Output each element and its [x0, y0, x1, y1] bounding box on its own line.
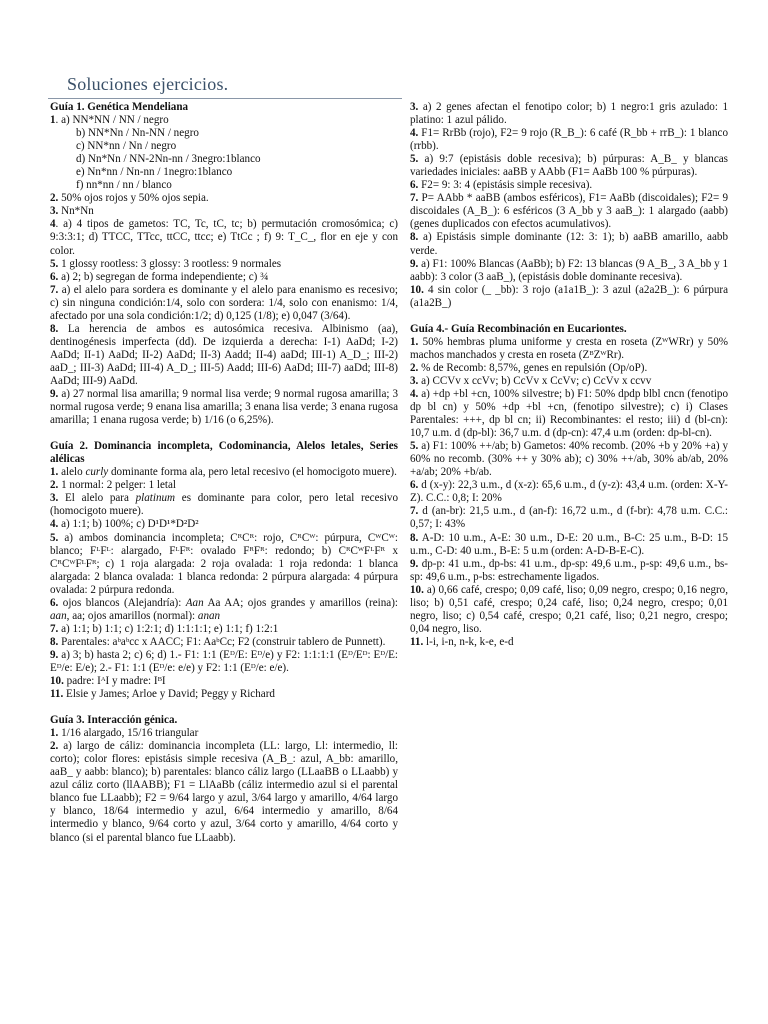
section-title-guia-3: Guía 3. Interacción génica.: [50, 714, 178, 727]
answer-3-4: 4. F1= RrBb (rojo), F2= 9 rojo (R_B_): 6 café (R_bb + rrB_): 1 blanco (rrbb).: [410, 127, 728, 153]
answer-2-1: 1. alelo curly dominante forma ala, pero letal recesivo (el homocigoto muere).: [50, 466, 397, 479]
answer-1-9: 9. a) 27 normal lisa amarilla; 9 normal lisa verde; 9 normal rugosa amarilla; 3 normal rugosa verde; 9 enana lisa amarilla; 3 enana lisa verde; 3 enana rugosa amarilla; 1 enana rugosa verde; b) 1/16 (o 6,25%).: [50, 388, 398, 427]
answer-1-8: 8. La herencia de ambos es autosómica recesiva. Albinismo (aa), dentinogénesis imperfecta (dd). De izquierda a derecha: I-1) AaDd; I-2) AaDd; II-1) AaDd; II-2) AaDd; II-3) Aadd; II-4) aaDd; III-1) A_D_; III-2) aaD_; III-3) AaDd; III-4) A_D_; III-5) Aadd; III-6) AaDd; III-7) aaDd; III-8) AaDd; III-9) AaDd.: [50, 322, 398, 387]
answer-3-9: 9. a) F1: 100% Blancas (AaBb); b) F2: 13 blancas (9 A_B_, 3 A_bb y 1 aabb): 3 color (3 aaB_), (epistásis doble dominante recesiva).: [410, 257, 728, 283]
answer-1-4: 4. a) 4 tipos de gametos: TC, Tc, tC, tc; b) permutación cromosómica; c) 9:3:3:1; d) TTCC, TTcc, ttCC, ttcc; e) TtCc ; f) 9: T_C_, flor en eje y con color.: [50, 218, 398, 257]
left-column: [50, 101, 398, 845]
right-column: [410, 101, 728, 649]
answer-1-1d: d) Nn*Nn / NN-2Nn-nn / 3negro:1blanco: [76, 153, 261, 166]
answer-2-10: 10. padre: IᴬI y madre: IᴮI: [50, 675, 166, 688]
answer-1-1f: f) nn*nn / nn / blanco: [76, 179, 172, 192]
answer-2-4: 4. a) 1:1; b) 100%; c) D¹D¹*D²D²: [50, 518, 199, 531]
answer-3-2: 2. a) largo de cáliz: dominancia incompleta (LL: largo, Ll: intermedio, ll: corto); color flores: epistásis simple recesiva (A_B_: azul, A_bb: amarillo, aaB_ y aabb: blanco); b) parentales: blanco cáliz largo (LLaaBB o LLaabb) y azul cáliz corto (llAABB); F1 = LlAaBb (cáliz intermedio azul si el parental blanco fue LLaabb); F2 = 9/64 largo y azul, 3/64 largo y amarillo, 4/64 largo y blanco, 18/64 intermedio y azul, 6/64 intermedio y amarillo, 8/64 intermedio y blanco, 9/64 corto y azul, 3/64 corto y amarillo, 4/64 corto y blanco (si el parental blanco fue LLaabb).: [50, 740, 398, 844]
answer-2-2: 2. 1 normal: 2 pelger: 1 letal: [50, 479, 177, 492]
answer-1-6: 6. a) 2; b) segregan de forma independiente; c) ¾: [50, 270, 269, 283]
answer-2-6: 6. ojos blancos (Alejandría): Aan Aa AA; ojos grandes y amarillos (reina): aan, aa; ojos amarillos (normal): anan: [50, 596, 398, 622]
answer-3-8: 8. a) Epistásis simple dominante (12: 3: 1); b) aaBB amarillo, aabb verde.: [410, 231, 728, 257]
answer-4-5: 5. a) F1: 100% ++/ab; b) Gametos: 40% recomb. (20% +b y 20% +a) y 60% no recomb. (30% ++ y 30% ab); c) 30% ++/ab, 30% ab/ab, 20% +a/ab; 20% +b/ab.: [410, 440, 728, 479]
section-gap: [50, 427, 398, 440]
answer-4-8: 8. A-D: 10 u.m., A-E: 30 u.m., D-E: 20 u.m., B-C: 25 u.m., B-D: 15 u.m., C-D: 40 u.m., B-E: 5 u.m (orden: A-D-B-E-C).: [410, 531, 728, 557]
answer-3-3: 3. a) 2 genes afectan el fenotipo color; b) 1 negro:1 gris azulado: 1 platino: 1 azul pálido.: [410, 101, 728, 127]
answer-3-6: 6. F2= 9: 3: 4 (epistásis simple recesiva).: [410, 179, 593, 192]
answer-1-2: 2. 50% ojos rojos y 50% ojos sepia.: [50, 192, 209, 205]
answer-4-1: 1. 50% hembras pluma uniforme y cresta en roseta (ZᵂWRr) y 50% machos manchados y cresta en roseta (ZᴮZᵂRr).: [410, 335, 728, 361]
answer-4-4: 4. a) +dp +bl +cn, 100% silvestre; b) F1: 50% dpdp blbl cncn (fenotipo dp bl cn) y 50% +dp +bl +cn, (fenotipo silvestre); c) i) Clases Parentales: +++, dp bl cn; ii) Recombinantes: el resto; iii) d (bl-cn): 10,7 u.m. d (dp-bl): 36,7 u.m. d (dp-cn): 47,4 u.m (orden: dp-bl-cn).: [410, 387, 728, 440]
answer-2-7: 7. a) 1:1; b) 1:1; c) 1:2:1; d) 1:1:1:1; e) 1:1; f) 1:2:1: [50, 622, 279, 635]
answer-2-8: 8. Parentales: aᵇaᵇcc x AACC; F1: AaᵇCc; F2 (construir tablero de Punnett).: [50, 635, 386, 648]
answer-1-3: 3. Nn*Nn: [50, 205, 94, 218]
answer-2-9: 9. a) 3; b) hasta 2; c) 6; d) 1.- F1: 1:1 (Eᴰ/E: Eᴰ/e) y F2: 1:1:1:1 (Eᴰ/Eᴰ: Eᴰ/E: Eᴰ/e: E/e); 2.- F1: 1:1 (Eᴰ/e: e/e) y F2: 1:1 (Eᴰ/e: e/e).: [50, 648, 398, 674]
answer-3-5: 5. a) 9:7 (epistásis doble recesiva); b) púrpuras: A_B_ y blancas variedades iniciales: aaBB y AAbb (F1= AaBb 100 % púrpuras).: [410, 153, 728, 179]
answer-4-7: 7. d (an-br): 21,5 u.m., d (an-f): 16,72 u.m., d (f-br): 4,78 u.m. C.C.: 0,57; I: 43%: [410, 505, 728, 531]
answer-3-10: 10. 4 sin color (_ _bb): 3 rojo (a1a1B_): 3 azul (a2a2B_): 6 púrpura (a1a2B_): [410, 283, 728, 309]
section-gap: [50, 701, 398, 714]
answer-4-6: 6. d (x-y): 22,3 u.m., d (x-z): 65,6 u.m., d (y-z): 43,4 u.m. (orden: X-Y-Z). C.C.: 0,8; I: 20%: [410, 479, 728, 505]
section-title-guia-4: Guía 4.- Guía Recombinación en Eucariontes.: [410, 322, 627, 335]
answer-1-1b: b) NN*Nn / Nn-NN / negro: [76, 127, 199, 140]
answer-3-1: 1. 1/16 alargado, 15/16 triangular: [50, 727, 199, 740]
section-title-guia-1: Guía 1. Genética Mendeliana: [50, 101, 189, 113]
answer-2-3: 3. El alelo para platinum es dominante para color, pero letal recesivo (homocigoto muere).: [50, 492, 398, 518]
answer-1-1c: c) NN*nn / Nn / negro: [76, 140, 177, 153]
answer-4-10: 10. a) 0,66 café, crespo; 0,09 café, liso; 0,09 negro, crespo; 0,16 negro, liso; b) 0,51 café, crespo; 0,24 café, liso; 0,24 negro, crespo; 0,01 negro, liso; c) 0,54 café, crespo; 0,21 café, liso; 0,21 negro, crespo; 0,04 negro, liso.: [410, 583, 728, 635]
answer-1-1e: e) Nn*nn / Nn-nn / 1negro:1blanco: [76, 166, 233, 179]
answer-1-1: 1. a) NN*NN / NN / negro: [50, 114, 169, 127]
title-divider: [48, 98, 402, 99]
answer-4-2: 2. % de Recomb: 8,57%, genes en repulsión (Op/oP).: [410, 361, 648, 374]
answer-2-5: 5. a) ambos dominancia incompleta; CᴿCᴿ: rojo, CᴿCᵂ: púrpura, CᵂCᵂ: blanco; FᴸFᴸ: alargado, FᴸFᴿ: ovalado FᴿFᴿ: redondo; b) CᴿCᵂFᴸFᴿ x CᴿCᵂFᴸFᴿ; c) 1 roja alargada: 2 roja ovalada: 1 roja redonda: 1 blanca alargada: 2 blanca ovalada: 1 blanca redonda: 2 púrpura alargada: 4 púrpura ovalada: 2 púrpura redonda.: [50, 531, 398, 596]
answer-2-11: 11. Elsie y James; Arloe y David; Peggy y Richard: [50, 688, 275, 701]
section-gap: [410, 310, 728, 323]
section-title-guia-2: Guía 2. Dominancia incompleta, Codominancia, Alelos letales, Series alélicas: [50, 440, 398, 466]
answer-4-9: 9. dp-p: 41 u.m., dp-bs: 41 u.m., dp-sp: 49,6 u.m., p-sp: 49,6 u.m., bs-sp: 49,6 u.m., p-bs: estrechamente ligados.: [410, 557, 728, 583]
answer-1-7: 7. a) el alelo para sordera es dominante y el alelo para enanismo es recesivo; c) sin ninguna condición:1/4, solo con sordera: 1/4, solo con enanismo: 1/4, afectado por una sola condición:1/2; d) 0,125 (1/8); e) 0,047 (3/64).: [50, 283, 398, 322]
answer-4-3: 3. a) CCVv x ccVv; b) CcVv x CcVv; c) CcVv x ccvv: [410, 374, 652, 387]
answer-4-11: 11. l-i, i-n, n-k, k-e, e-d: [410, 635, 514, 648]
page-title: Soluciones ejercicios.: [67, 74, 229, 94]
answer-3-7: 7. P= AAbb * aaBB (ambos esféricos), F1= AaBb (discoidales); F2= 9 discoidales (A_B_): 6 esféricos (3 A_bb y 3 aaB_): 1 alargado (aabb) (genes duplicados con efectos acumulativos).: [410, 192, 728, 231]
answer-1-5: 5. 1 glossy rootless: 3 glossy: 3 rootless: 9 normales: [50, 257, 282, 270]
